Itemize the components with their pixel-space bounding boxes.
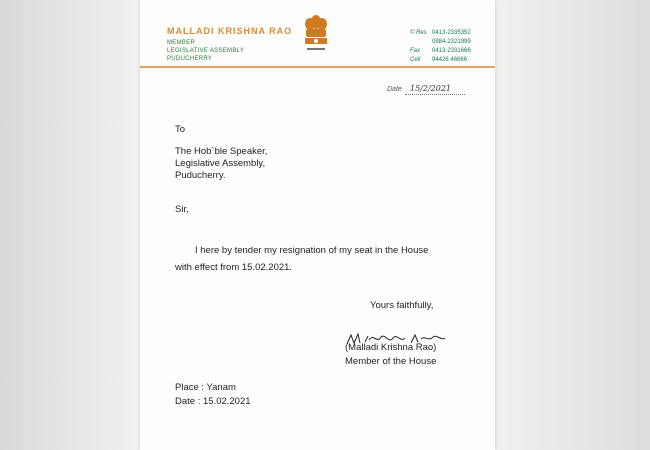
date-underline [405, 94, 465, 95]
contact-row: © Res 0413-2335352 [410, 30, 471, 36]
signatory-name: (Malladi Krishna Rao) [345, 342, 437, 353]
body-line: with effect from 15.02.2021. [175, 262, 293, 273]
contact-row: Fax 0413-2331666 [410, 48, 471, 54]
letterhead-assembly: LEGISLATIVE ASSEMBLY [167, 48, 245, 54]
contact-row: Cell 94426 46666 [410, 57, 468, 63]
address-line: Legislative Assembly, [175, 158, 266, 169]
letterhead-title: MEMBER [167, 40, 196, 46]
background-left [0, 0, 140, 450]
date-line: Date : 15.02.2021 [175, 396, 251, 407]
salutation-to: To [175, 124, 186, 135]
letter-page [140, 0, 495, 450]
date-value: 15/2/2021 [410, 84, 452, 93]
letterhead-place: PUDUCHERRY [167, 56, 213, 62]
greeting: Sir, [175, 204, 189, 215]
body-line: I here by tender my resignation of my seat in the House [195, 245, 429, 256]
background-right [495, 0, 650, 450]
place-line: Place : Yanam [175, 382, 236, 393]
contact-row: 0884-2321999 [432, 39, 471, 45]
letterhead-name: MALLADI KRISHNA RAO [167, 26, 293, 36]
letterhead-divider [140, 66, 495, 68]
address-line: The Hob`ble Speaker, [175, 146, 268, 157]
national-emblem-icon [302, 14, 330, 58]
closing: Yours faithfully, [370, 300, 434, 311]
address-line: Puducherry. [175, 170, 226, 181]
date-label: Date [387, 86, 402, 93]
signatory-role: Member of the House [345, 356, 437, 367]
